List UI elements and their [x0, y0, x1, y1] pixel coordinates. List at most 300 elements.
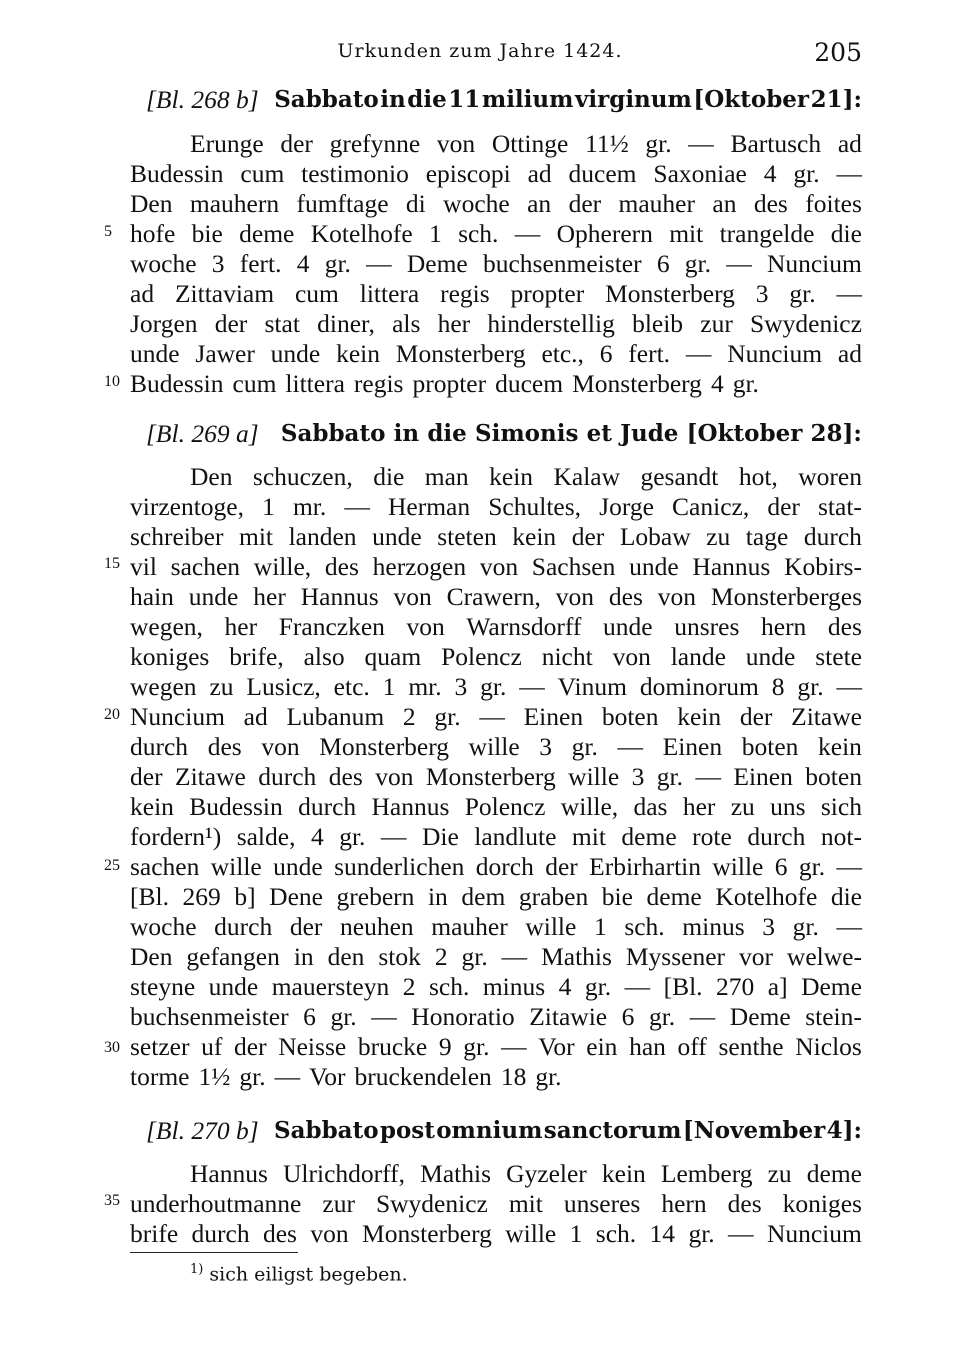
word: Monsterberg — [572, 369, 702, 398]
word: Budessin — [130, 159, 224, 188]
word: sch. — [624, 912, 665, 941]
word: [Bl. — [130, 882, 169, 911]
word: 3 — [755, 279, 769, 308]
word: Jawer — [195, 339, 255, 368]
word: Neisse — [278, 1032, 347, 1061]
word: schuczen, — [252, 462, 353, 491]
word: — — [836, 852, 862, 881]
word: 6 — [656, 249, 670, 278]
word: post — [379, 1117, 435, 1144]
word: sch. — [428, 972, 470, 1001]
word: das — [633, 792, 668, 821]
word: boten — [805, 762, 862, 791]
word: nicht — [541, 642, 593, 671]
word: testimonio — [301, 159, 409, 188]
word: der — [289, 912, 323, 941]
word: Einen — [662, 732, 723, 761]
word: wille — [210, 852, 262, 881]
text-line — [130, 248, 862, 280]
text-line — [130, 491, 862, 523]
word: etc. — [333, 672, 370, 701]
word: senthe — [718, 1032, 784, 1061]
word: des — [207, 732, 242, 761]
word: Gyzeler — [506, 1159, 587, 1188]
word: [Oktober — [686, 420, 803, 447]
word: kein — [677, 702, 722, 731]
word: kein — [818, 732, 862, 761]
word: grebern — [336, 882, 415, 911]
word: gr. — [798, 852, 826, 881]
word: gr. — [239, 1062, 266, 1091]
word: ad — [243, 702, 268, 731]
word: b] — [234, 882, 256, 911]
word: di — [405, 189, 426, 218]
word: von — [406, 612, 445, 641]
word: Lobaw — [619, 522, 691, 551]
text-line — [130, 881, 862, 913]
line-number: 30 — [104, 1039, 120, 1056]
word: — — [501, 1032, 527, 1061]
word: Zitawe — [175, 762, 246, 791]
word: Hannus — [692, 552, 771, 581]
word: 2 — [402, 972, 416, 1001]
word: 21]: — [810, 86, 862, 113]
word: Sabbato — [273, 1117, 379, 1144]
word: koniges — [782, 1189, 862, 1218]
word: mauher — [431, 912, 508, 941]
word: Vor — [538, 1032, 575, 1061]
text-line — [130, 791, 862, 823]
word: Hannus — [190, 1159, 268, 1188]
word: gr. — [645, 129, 672, 158]
line-number: 20 — [104, 706, 120, 723]
word: gr. — [684, 249, 711, 278]
word: neuhen — [340, 912, 414, 941]
word: — — [836, 279, 862, 308]
word: ad — [527, 159, 552, 188]
text-line — [130, 1188, 862, 1220]
word: landlute — [474, 822, 557, 851]
word: 3 — [454, 672, 468, 701]
word: trangelde — [719, 219, 815, 248]
word: her — [437, 309, 471, 338]
word: durch — [298, 792, 357, 821]
word: — — [836, 912, 862, 941]
word: Niclos — [795, 1032, 862, 1061]
word: woche — [130, 912, 197, 941]
word: Sabbato — [274, 86, 379, 113]
footnote — [190, 1262, 408, 1285]
text-line — [130, 551, 862, 583]
word: [Oktober — [693, 86, 810, 113]
word: unde — [372, 522, 422, 551]
word: ducem — [568, 159, 637, 188]
word: des — [753, 189, 788, 218]
word: 269 — [182, 882, 221, 911]
word: Den — [130, 189, 173, 218]
word: von — [375, 762, 414, 791]
word: boten — [741, 732, 799, 761]
word: Ottinge — [491, 129, 569, 158]
word: der — [280, 129, 313, 158]
word: her — [682, 792, 716, 821]
line-number: 35 — [104, 1192, 120, 1209]
word: 1 — [569, 1219, 583, 1248]
word: uns — [770, 792, 806, 821]
word: cum — [294, 279, 339, 308]
word: Swydenicz — [750, 309, 862, 338]
text-line — [130, 971, 862, 1003]
word: mauhern — [189, 189, 280, 218]
word: [Bl. — [663, 972, 703, 1001]
word: steten — [437, 522, 497, 551]
word: 6 — [774, 852, 788, 881]
text-line — [130, 581, 862, 613]
word: 1½ — [198, 1062, 231, 1091]
word: deme — [239, 219, 295, 248]
word: mr. — [292, 492, 327, 521]
word: Kotelhofe — [715, 882, 818, 911]
word: Deme — [729, 1002, 791, 1031]
word: woche — [443, 189, 510, 218]
word: der — [739, 702, 773, 731]
word: fert. — [628, 339, 671, 368]
word: dorch — [475, 852, 534, 881]
word: unde — [130, 339, 180, 368]
word: Zittaviam — [174, 279, 275, 308]
page-header — [0, 38, 960, 72]
word: 9 — [438, 1032, 452, 1061]
word: durch — [130, 732, 189, 761]
word: brife — [130, 1219, 179, 1248]
word: hofe — [130, 219, 176, 248]
word: mit — [669, 219, 704, 248]
word: wille, — [253, 552, 312, 581]
text-line — [130, 671, 862, 703]
word: stat — [264, 309, 300, 338]
word: — — [344, 492, 370, 521]
word: stat- — [818, 492, 862, 521]
word: — — [371, 1002, 397, 1031]
text-line — [130, 851, 862, 883]
word: wille, — [560, 792, 619, 821]
word: 4 — [763, 159, 777, 188]
word: han — [629, 1032, 666, 1061]
word: zu — [706, 522, 731, 551]
word: foites — [805, 189, 862, 218]
word: 1 — [593, 912, 607, 941]
word: zu — [767, 1159, 792, 1188]
word: gr. — [330, 1002, 357, 1031]
word: 2 — [402, 702, 416, 731]
word: den — [327, 942, 365, 971]
word: — — [695, 762, 721, 791]
word: Crawern, — [446, 582, 541, 611]
word: Zitawie — [529, 1002, 608, 1031]
word: — — [380, 822, 407, 851]
word: Vinum — [557, 672, 627, 701]
word: Mathis — [541, 942, 612, 971]
word: 8 — [771, 672, 785, 701]
word: durch — [258, 762, 317, 791]
word: koniges — [130, 642, 210, 671]
word: die — [830, 219, 862, 248]
word: boten — [601, 702, 659, 731]
word: Deme — [801, 972, 862, 1001]
word: unde — [270, 339, 321, 368]
word: die — [407, 86, 447, 113]
word: Saxoniae — [653, 159, 747, 188]
word: ad — [130, 279, 155, 308]
text-line — [130, 1031, 862, 1063]
word: gr. — [324, 249, 351, 278]
word: wille — [468, 732, 520, 761]
word: wille — [568, 762, 620, 791]
word: an — [712, 189, 737, 218]
word: unde — [745, 642, 796, 671]
word: Vor — [309, 1062, 346, 1091]
word: wille — [712, 852, 764, 881]
text-line — [130, 641, 862, 673]
word: 270 — [716, 972, 755, 1001]
word: Sabbato — [280, 420, 386, 447]
word: Nuncium — [766, 249, 862, 278]
word: sunderlichen — [334, 852, 465, 881]
word: — — [836, 672, 862, 701]
word: Hannus — [300, 582, 379, 611]
word: von — [310, 1219, 349, 1248]
word: Polencz — [464, 792, 546, 821]
word: bruckendelen — [354, 1062, 492, 1091]
word: mit — [239, 522, 274, 551]
word: 6 — [621, 1002, 635, 1031]
word: des — [608, 582, 643, 611]
word: rote — [692, 822, 732, 851]
word: brife, — [229, 642, 284, 671]
word: zu — [730, 792, 755, 821]
word: von — [555, 582, 594, 611]
text-line — [130, 761, 862, 793]
word: her — [224, 612, 258, 641]
section-heading — [146, 84, 862, 116]
word: quam — [364, 642, 422, 671]
word: — — [689, 1002, 716, 1031]
word: — — [624, 972, 651, 1001]
word: 4 — [710, 369, 724, 398]
word: fordern¹) — [130, 822, 222, 851]
word: des — [727, 1189, 762, 1218]
word: mit — [571, 822, 606, 851]
word: setzer — [130, 1032, 190, 1061]
text-line — [130, 278, 862, 310]
word: Canicz, — [672, 492, 750, 521]
word: ducem — [495, 369, 564, 398]
word: cum — [232, 369, 277, 398]
word: vor — [738, 942, 773, 971]
word: buchsenmeister — [130, 1002, 289, 1031]
word: — — [726, 249, 752, 278]
word: mr. — [408, 672, 442, 701]
word: 4]: — [826, 1117, 862, 1144]
word: fumftage — [296, 189, 389, 218]
word: 28]: — [810, 420, 862, 447]
running-title: Urkunden zum Jahre 1424. — [337, 40, 623, 62]
word: mit — [508, 1189, 543, 1218]
word: von — [436, 129, 476, 158]
word: Die — [421, 822, 459, 851]
word: Kalaw — [553, 462, 621, 491]
word: deme — [806, 1159, 862, 1188]
word: underhoutmanne — [130, 1189, 302, 1218]
word: lande — [670, 642, 726, 671]
word: des — [328, 762, 363, 791]
line-number: 10 — [104, 373, 120, 390]
word: als — [392, 309, 421, 338]
word: Dene — [269, 882, 323, 911]
word: Einen — [733, 762, 793, 791]
word: — — [519, 672, 545, 701]
word: — — [514, 219, 541, 248]
word: Polencz — [441, 642, 522, 671]
word: gr. — [792, 912, 819, 941]
line-number: 5 — [104, 223, 112, 240]
word: stein- — [805, 1002, 862, 1031]
word: 1 — [262, 492, 275, 521]
word: Lubanum — [286, 702, 385, 731]
word: in — [393, 420, 420, 447]
word: 4 — [310, 822, 324, 851]
word: kein — [512, 522, 557, 551]
word: die — [373, 462, 405, 491]
word: 3 — [539, 732, 553, 761]
word: woche — [130, 249, 197, 278]
text-line — [130, 308, 862, 340]
text-line — [130, 218, 862, 250]
word: unde — [208, 972, 259, 1001]
word: gr. — [688, 1219, 715, 1248]
word: Lusicz, — [246, 672, 321, 701]
word: 6 — [303, 1002, 316, 1031]
word: buchsenmeister — [482, 249, 642, 278]
word: gr. — [434, 702, 461, 731]
word: landen — [288, 522, 357, 551]
text-line — [130, 521, 862, 553]
word: virzentoge, — [130, 492, 244, 521]
word: Einen — [523, 702, 584, 731]
word: Budessin — [130, 369, 224, 398]
word: bie — [191, 219, 223, 248]
text-line — [130, 461, 862, 493]
word: unseres — [563, 1189, 641, 1218]
word: durch — [803, 522, 862, 551]
word: minus — [482, 972, 546, 1001]
word: gr. — [339, 822, 366, 851]
word: gr. — [480, 672, 507, 701]
word: dem — [461, 882, 506, 911]
word: gr. — [463, 1032, 490, 1061]
word: Myssener — [625, 942, 726, 971]
word: durch — [191, 1219, 250, 1248]
word: der — [571, 522, 605, 551]
footnote-marker: 1) — [190, 1262, 204, 1277]
word: not- — [820, 822, 862, 851]
word: propter — [510, 279, 585, 308]
word: schreiber — [130, 522, 224, 551]
word: Monsterberg — [395, 339, 526, 368]
word: stete — [815, 642, 862, 671]
word: Nuncium — [766, 1219, 862, 1248]
word: — — [685, 339, 712, 368]
text-line — [130, 338, 862, 370]
word: Simonis — [474, 420, 579, 447]
word: unsres — [674, 612, 740, 641]
text-line — [130, 368, 862, 400]
word: Lemberg — [660, 1159, 753, 1188]
word: littera — [285, 369, 345, 398]
folio-reference: [Bl. 269 a] — [146, 419, 259, 448]
word: unde — [273, 852, 323, 881]
word: graben — [518, 882, 589, 911]
word: von — [612, 642, 651, 671]
word: sch. — [595, 1219, 637, 1248]
word: deme — [646, 882, 702, 911]
word: Franczken — [278, 612, 385, 641]
word: tage — [745, 522, 789, 551]
word: zur — [322, 1189, 355, 1218]
word: Monsterberg — [425, 762, 556, 791]
section-heading — [146, 418, 862, 450]
text-line — [130, 1218, 862, 1250]
word: 1 — [382, 672, 396, 701]
word: Jude — [620, 420, 679, 447]
word: Zitawe — [791, 702, 862, 731]
word: gr. — [656, 762, 683, 791]
word: 6 — [599, 339, 613, 368]
word: der — [234, 1032, 267, 1061]
word: minus — [682, 912, 745, 941]
word: hinderstellig — [487, 309, 615, 338]
word: 3 — [762, 912, 775, 941]
text-line — [130, 821, 862, 853]
word: hain — [130, 582, 174, 611]
text-line — [130, 701, 862, 733]
text-line — [130, 128, 862, 160]
section-heading — [146, 1115, 862, 1147]
word: cum — [240, 159, 285, 188]
word: Schultes, — [488, 492, 582, 521]
word: mauher — [618, 189, 695, 218]
word: gr. — [461, 942, 488, 971]
word: wille — [505, 1219, 557, 1248]
word: gr. — [793, 159, 820, 188]
word: Monsterberg — [362, 1219, 492, 1248]
word: 14 — [649, 1219, 676, 1248]
word: von — [261, 732, 300, 761]
word: gr. — [789, 279, 816, 308]
word: gr. — [584, 972, 612, 1001]
word: ein — [586, 1032, 618, 1061]
word: gr. — [571, 732, 598, 761]
text-line — [130, 911, 862, 943]
word: Nuncium — [130, 702, 225, 731]
footnote-text: sich eiligst begeben. — [209, 1263, 408, 1286]
word: sanctorum — [543, 1117, 682, 1144]
word: Monsterberg — [605, 279, 735, 308]
word: kein — [489, 462, 534, 491]
word: kein — [130, 792, 174, 821]
word: Budessin — [189, 792, 283, 821]
text-line — [130, 158, 862, 190]
